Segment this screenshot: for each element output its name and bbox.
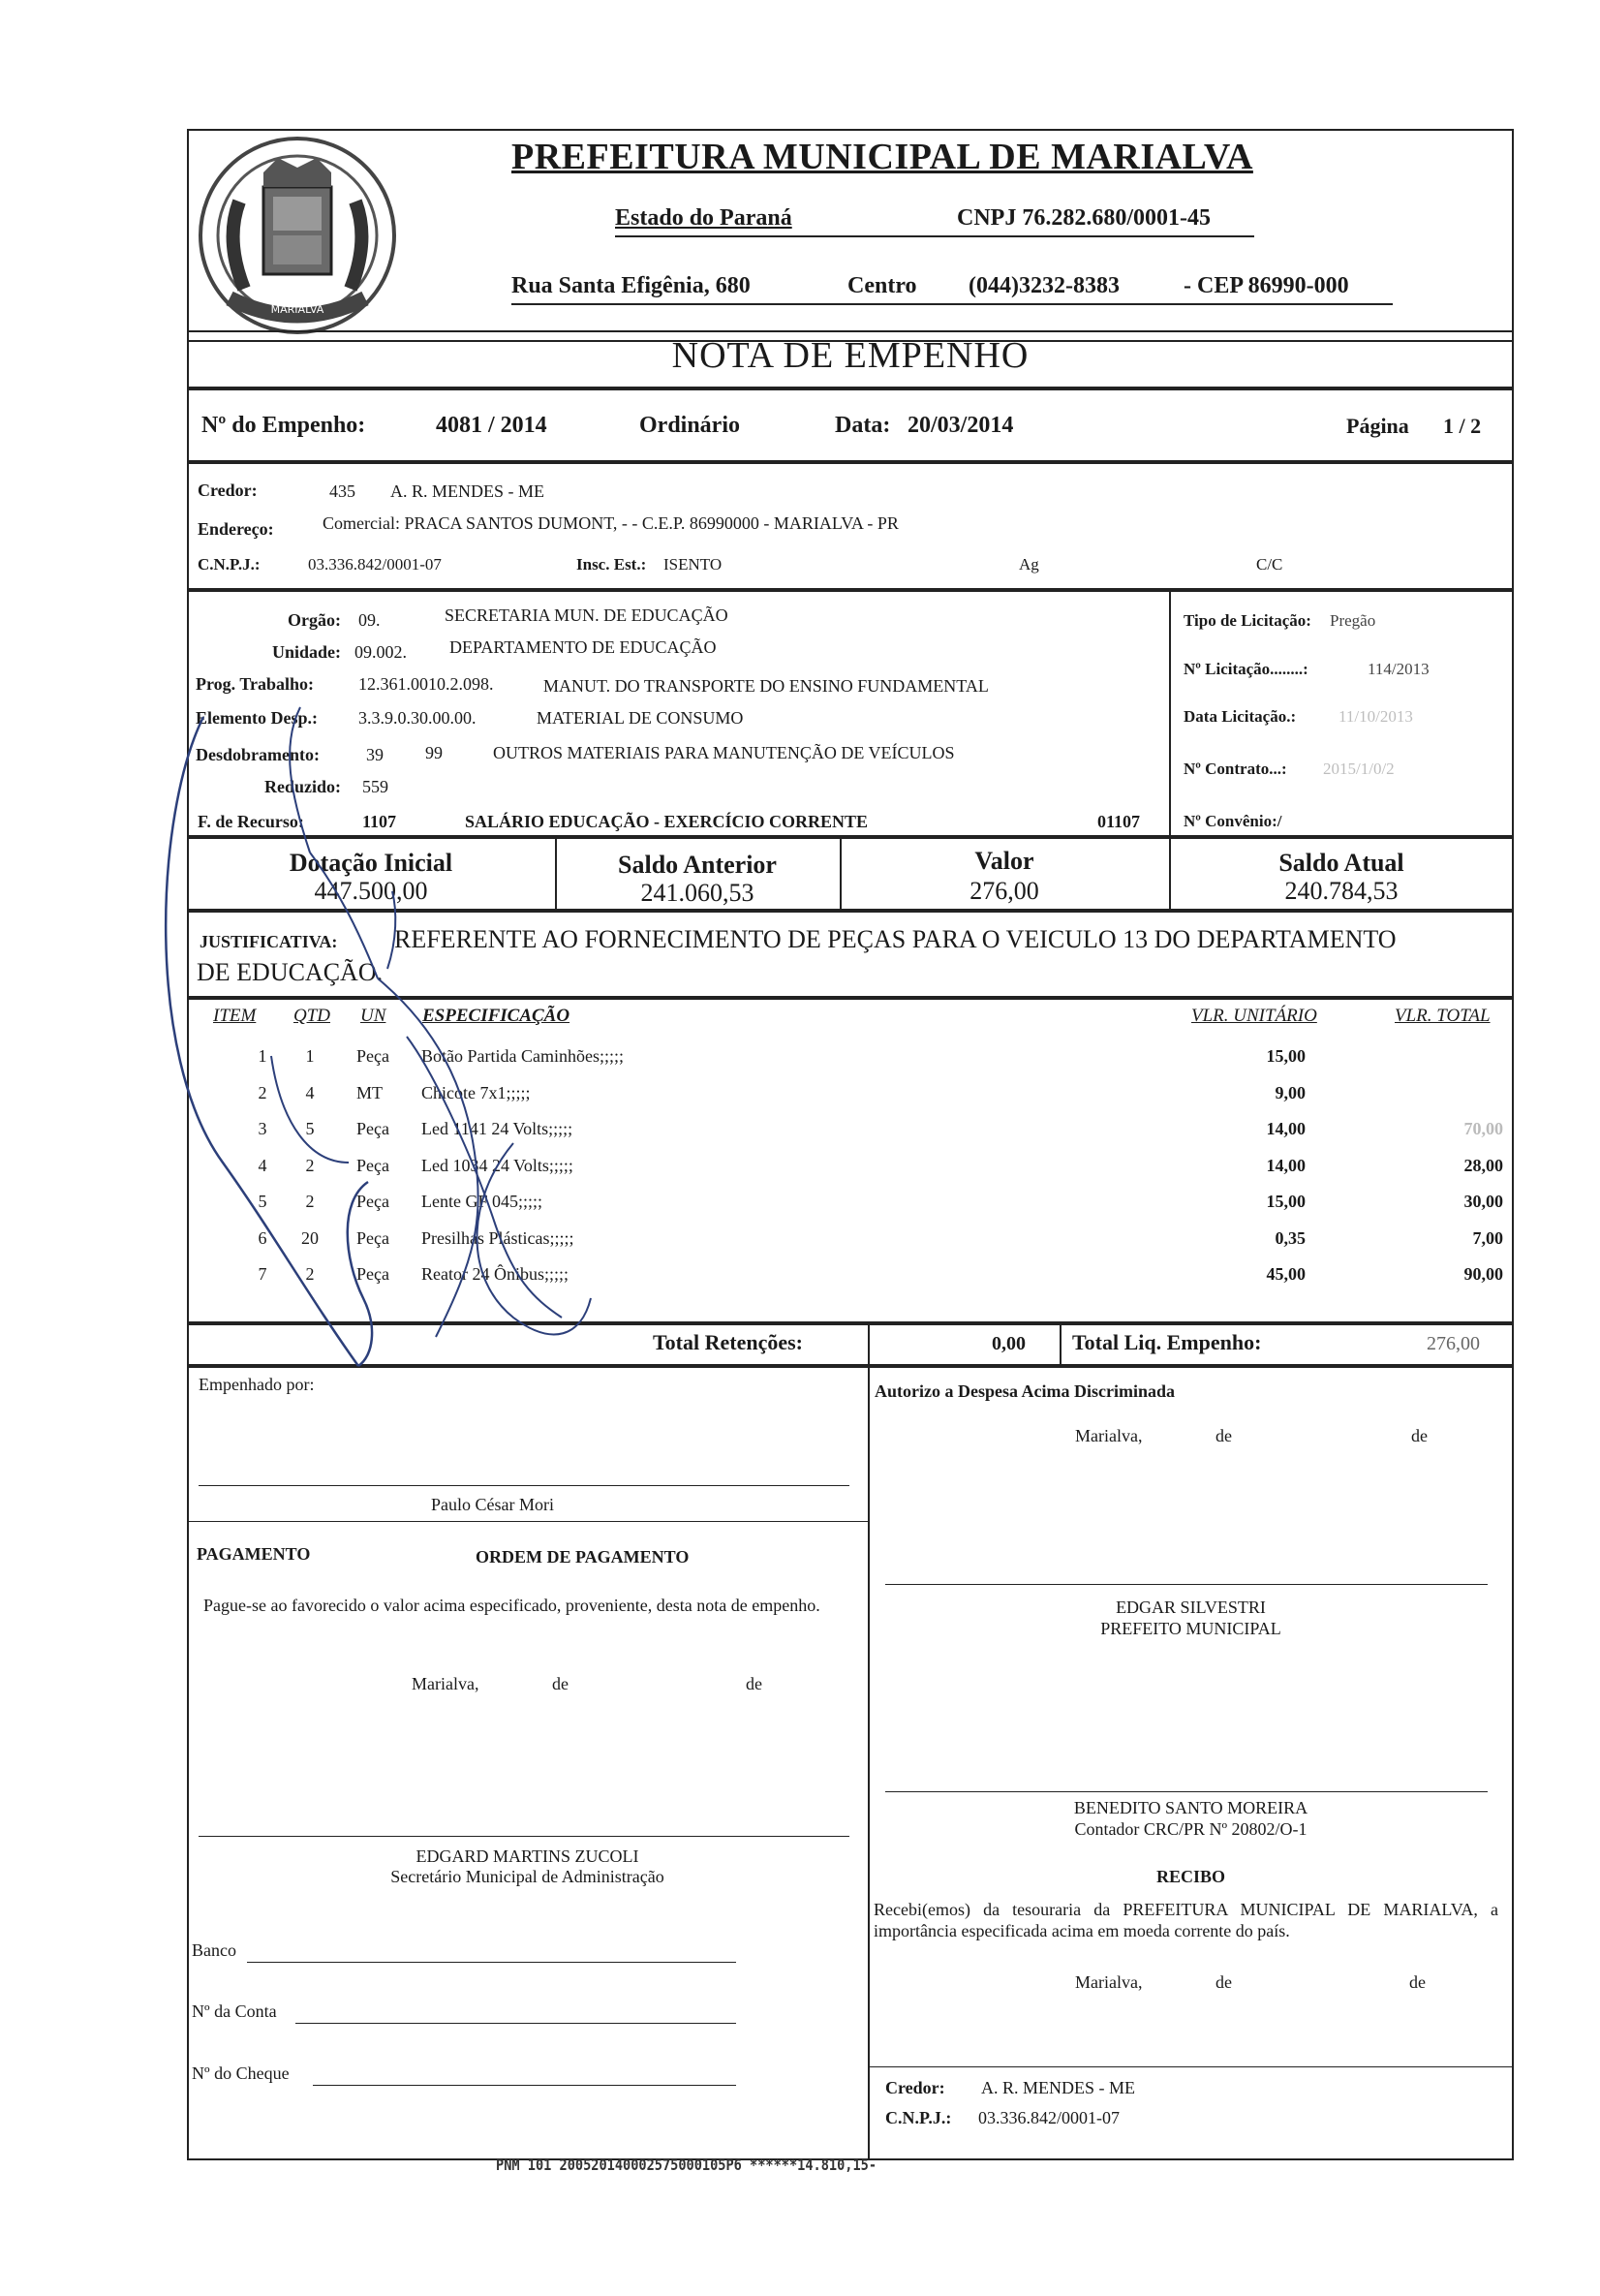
- item-unit: Peça: [356, 1155, 389, 1175]
- header-cnpj: CNPJ 76.282.680/0001-45: [957, 205, 1211, 231]
- valor-label: Valor: [974, 847, 1034, 875]
- pagamento-de2: de: [746, 1674, 762, 1693]
- banco-label: Banco: [192, 1940, 236, 1960]
- licit-data-label: Data Licitação.:: [1184, 707, 1297, 726]
- item-unit-price: 14,00: [1266, 1155, 1306, 1175]
- cheque-label: Nº do Cheque: [192, 2063, 290, 2083]
- doc-title: NOTA DE EMPENHO: [671, 335, 1030, 376]
- handwritten-pen-marks: [145, 620, 630, 1482]
- elemento-label: Elemento Desp.:: [196, 708, 318, 728]
- date-value: 20/03/2014: [908, 413, 1014, 438]
- recurso-label: F. de Recurso:: [198, 812, 304, 831]
- item-desc: Reator 24 Ônibus;;;;;: [421, 1264, 569, 1284]
- col-vlr-total: VLR. TOTAL: [1395, 1006, 1491, 1026]
- justificativa-label: JUSTIFICATIVA:: [200, 932, 338, 951]
- reduzido-label: Reduzido:: [263, 777, 341, 796]
- empenho-label: Nº do Empenho:: [201, 413, 366, 438]
- licit-tipo-label: Tipo de Licitação:: [1184, 611, 1311, 630]
- prog-code: 12.361.0010.2.098.: [358, 674, 494, 694]
- item-unit: MT: [356, 1082, 383, 1102]
- saldo-ant-label: Saldo Anterior: [618, 851, 777, 879]
- cnpj-value: 03.336.842/0001-07: [308, 555, 442, 574]
- licit-num-value: 114/2013: [1368, 660, 1430, 678]
- item-qtd: 2: [305, 1192, 315, 1211]
- recibo-city: Marialva,: [1075, 1972, 1143, 1992]
- header-address: Rua Santa Efigênia, 680: [511, 273, 751, 298]
- item-number: 2: [258, 1082, 267, 1102]
- header-district: Centro: [847, 273, 917, 298]
- valor-value: 276,00: [969, 877, 1039, 905]
- prog-label: Prog. Trabalho:: [196, 674, 315, 694]
- autorizo-city: Marialva,: [1075, 1426, 1143, 1445]
- inscest-label: Insc. Est.:: [576, 555, 647, 574]
- item-qtd: 2: [305, 1155, 315, 1175]
- justificativa-line2: DE EDUCAÇÃO.: [197, 958, 384, 986]
- item-desc: Botão Partida Caminhões;;;;;: [421, 1046, 624, 1066]
- elemento-name: MATERIAL DE CONSUMO: [537, 708, 744, 728]
- recurso-num: 01107: [1097, 812, 1141, 831]
- col-un: UN: [360, 1006, 386, 1026]
- item-unit-price: 45,00: [1266, 1264, 1306, 1284]
- pagamento-label: PAGAMENTO: [197, 1544, 311, 1564]
- prog-name: MANUT. DO TRANSPORTE DO ENSINO FUNDAMENTAL: [543, 676, 989, 696]
- inscest-value: ISENTO: [663, 555, 723, 574]
- barcode-text: PNM 101 200520140002575000105P6 ******14.810,15-: [496, 2156, 877, 2174]
- item-unit-price: 15,00: [1266, 1046, 1306, 1066]
- item-total: 28,00: [1463, 1155, 1503, 1175]
- reduzido-value: 559: [362, 777, 388, 796]
- desdob-label: Desdobramento:: [196, 745, 320, 764]
- credor-code: 435: [329, 481, 355, 501]
- orgao-label: Orgão:: [288, 610, 341, 630]
- cnpj-label: C.N.P.J.:: [198, 555, 261, 574]
- secretario-name: EDGARD MARTINS ZUCOLI: [415, 1846, 639, 1866]
- item-desc: Presilhas Plásticas;;;;;: [421, 1227, 574, 1248]
- footer-cnpj-label: C.N.P.J.:: [885, 2108, 952, 2127]
- orgao-name: SECRETARIA MUN. DE EDUCAÇÃO: [445, 605, 728, 625]
- footer-credor-label: Credor:: [885, 2078, 945, 2097]
- ordem-label: ORDEM DE PAGAMENTO: [476, 1547, 690, 1567]
- pagamento-de1: de: [552, 1674, 569, 1693]
- page-label: Página: [1346, 414, 1409, 438]
- pagamento-city: Marialva,: [412, 1674, 479, 1693]
- recibo-text: Recebi(emos) da tesouraria da PREFEITURA MUNICIPAL DE MARIALVA, a importância especificada acima em moeda corrente do país.: [874, 1900, 1498, 1940]
- date-label: Data:: [835, 413, 891, 438]
- recibo-label: RECIBO: [1155, 1867, 1225, 1886]
- item-desc: Led 1141 24 Volts;;;;;: [421, 1119, 573, 1138]
- item-qtd: 4: [305, 1082, 315, 1102]
- credor-name: A. R. MENDES - ME: [390, 481, 545, 501]
- page-value: 1 / 2: [1443, 414, 1482, 438]
- elemento-code: 3.3.9.0.30.00.00.: [358, 708, 477, 728]
- endereco-value: Comercial: PRACA SANTOS DUMONT, - - C.E.P. 86990000 - MARIALVA - PR: [323, 513, 899, 533]
- item-unit: Peça: [356, 1046, 389, 1066]
- saldo-atual-label: Saldo Atual: [1278, 849, 1404, 877]
- item-desc: Chicote 7x1;;;;;: [421, 1082, 531, 1102]
- item-unit: Peça: [356, 1264, 389, 1284]
- desdob-sub: 99: [425, 743, 443, 762]
- item-number: 6: [258, 1227, 267, 1248]
- item-number: 4: [258, 1155, 267, 1175]
- unidade-label: Unidade:: [271, 642, 341, 662]
- item-unit: Peça: [356, 1192, 389, 1211]
- licit-tipo-value: Pregão: [1330, 611, 1376, 630]
- autorizo-de2: de: [1411, 1426, 1428, 1445]
- autorizo-label: Autorizo a Despesa Acima Discriminada: [875, 1381, 1175, 1401]
- desdob-code: 39: [366, 745, 384, 764]
- unidade-code: 09.002.: [354, 642, 407, 662]
- item-total: 30,00: [1463, 1192, 1503, 1211]
- licit-contrato-label: Nº Contrato...:: [1184, 760, 1287, 778]
- item-qtd: 1: [305, 1046, 315, 1066]
- footer-cnpj-value: 03.336.842/0001-07: [978, 2108, 1120, 2127]
- retencoes-value: 0,00: [992, 1333, 1026, 1354]
- recurso-name: SALÁRIO EDUCAÇÃO - EXERCÍCIO CORRENTE: [465, 812, 869, 831]
- unidade-name: DEPARTAMENTO DE EDUCAÇÃO: [449, 637, 717, 657]
- item-total: 90,00: [1463, 1264, 1503, 1284]
- licit-num-label: Nº Licitação........:: [1184, 660, 1308, 678]
- coat-of-arms-logo: [196, 134, 399, 337]
- desdob-name: OUTROS MATERIAIS PARA MANUTENÇÃO DE VEÍCULOS: [493, 743, 955, 762]
- contador-name: BENEDITO SANTO MOREIRA: [1073, 1798, 1308, 1817]
- col-espec: ESPECIFICAÇÃO: [422, 1006, 570, 1026]
- item-unit-price: 14,00: [1266, 1119, 1306, 1138]
- item-total: 7,00: [1472, 1227, 1503, 1248]
- orgao-code: 09.: [358, 610, 381, 630]
- empenho-type: Ordinário: [639, 413, 741, 438]
- dotacao-value: 447.500,00: [314, 877, 428, 905]
- ag-label: Ag: [1019, 555, 1039, 574]
- retencoes-label: Total Retenções:: [653, 1330, 803, 1354]
- secretario-role: Secretário Municipal de Administração: [390, 1867, 664, 1886]
- contador-role: Contador CRC/PR Nº 20802/O-1: [1074, 1819, 1308, 1839]
- item-number: 3: [258, 1119, 267, 1138]
- item-number: 5: [258, 1192, 267, 1211]
- autorizo-de1: de: [1215, 1426, 1232, 1445]
- empenho-value: 4081 / 2014: [436, 413, 547, 438]
- col-item: ITEM: [213, 1006, 257, 1026]
- licit-contrato-value: 2015/1/0/2: [1323, 760, 1395, 778]
- item-desc: Led 1034 24 Volts;;;;;: [421, 1155, 573, 1175]
- credor-label: Credor:: [198, 481, 258, 500]
- item-qtd: 20: [301, 1227, 319, 1248]
- header-cep: - CEP 86990-000: [1184, 273, 1349, 298]
- recurso-code: 1107: [362, 812, 397, 831]
- footer-credor-value: A. R. MENDES - ME: [981, 2078, 1136, 2097]
- prefeito-name: EDGAR SILVESTRI: [1116, 1598, 1266, 1617]
- svg-text:MARIALVA: MARIALVA: [270, 303, 324, 316]
- item-number: 7: [258, 1264, 267, 1284]
- licit-convenio-label: Nº Convênio:/: [1184, 812, 1282, 830]
- empenhado-label: Empenhado por:: [199, 1375, 315, 1394]
- item-number: 1: [258, 1046, 267, 1066]
- cc-label: C/C: [1256, 555, 1283, 574]
- item-unit: Peça: [356, 1227, 389, 1248]
- endereco-label: Endereço:: [198, 519, 274, 539]
- recibo-de1: de: [1215, 1972, 1232, 1992]
- item-qtd: 2: [305, 1264, 315, 1284]
- col-vlr-unit: VLR. UNITÁRIO: [1191, 1006, 1317, 1026]
- item-unit-price: 9,00: [1275, 1082, 1306, 1102]
- header-state: Estado do Paraná: [615, 205, 792, 231]
- item-unit: Peça: [356, 1119, 389, 1138]
- liq-label: Total Liq. Empenho:: [1072, 1330, 1262, 1354]
- recibo-de2: de: [1409, 1972, 1426, 1992]
- header-title: PREFEITURA MUNICIPAL DE MARIALVA: [511, 137, 1253, 177]
- item-desc: Lente GF 045;;;;;: [421, 1192, 542, 1211]
- item-total: 70,00: [1463, 1119, 1503, 1138]
- saldo-atual-value: 240.784,53: [1284, 877, 1399, 905]
- col-qtd: QTD: [293, 1006, 331, 1026]
- item-unit-price: 0,35: [1275, 1227, 1306, 1248]
- liq-value: 276,00: [1427, 1333, 1480, 1354]
- licit-data-value: 11/10/2013: [1338, 707, 1413, 726]
- prefeito-role: PREFEITO MUNICIPAL: [1100, 1619, 1281, 1638]
- item-unit-price: 15,00: [1266, 1192, 1306, 1211]
- dotacao-label: Dotação Inicial: [289, 849, 453, 877]
- empenhado-name: Paulo César Mori: [431, 1495, 554, 1514]
- saldo-ant-value: 241.060,53: [640, 879, 754, 907]
- conta-label: Nº da Conta: [192, 2001, 277, 2021]
- item-qtd: 5: [305, 1119, 315, 1138]
- pagamento-text: Pague-se ao favorecido o valor acima especificado, proveniente, desta nota de empenho.: [203, 1596, 820, 1615]
- header-phone: (044)3232-8383: [969, 273, 1120, 298]
- justificativa-line1: REFERENTE AO FORNECIMENTO DE PEÇAS PARA O VEICULO 13 DO DEPARTAMENTO: [394, 925, 1397, 953]
